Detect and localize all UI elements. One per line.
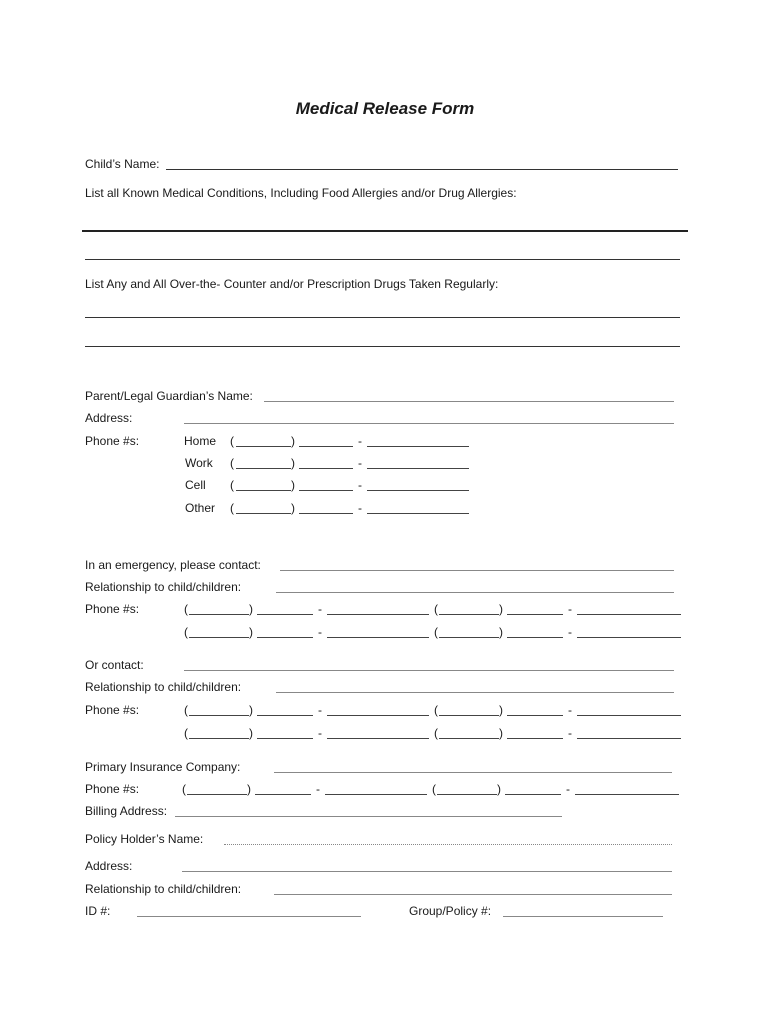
group-policy-label: Group/Policy #:	[409, 904, 492, 918]
area-code-field[interactable]	[189, 738, 249, 739]
prefix-field[interactable]	[257, 715, 313, 716]
child-name-label: Child’s Name:	[85, 157, 160, 171]
prefix-field[interactable]	[507, 715, 563, 716]
close-paren: )	[247, 782, 251, 796]
area-code-field[interactable]	[236, 490, 291, 491]
dash: -	[318, 726, 322, 740]
close-paren: )	[499, 602, 503, 616]
area-code-field[interactable]	[236, 513, 291, 514]
drugs-label: List Any and All Over-the- Counter and/or Prescription Drugs Taken Regularly:	[85, 277, 499, 291]
prefix-field[interactable]	[257, 614, 313, 615]
prefix-field[interactable]	[299, 490, 353, 491]
insurance-company-label: Primary Insurance Company:	[85, 760, 241, 774]
alternate-relationship-field[interactable]	[276, 692, 674, 693]
dash: -	[358, 478, 362, 492]
close-paren: )	[499, 703, 503, 717]
line-number-field[interactable]	[577, 738, 681, 739]
area-code-field[interactable]	[439, 715, 499, 716]
line-number-field[interactable]	[577, 715, 681, 716]
close-paren: )	[499, 726, 503, 740]
area-code-field[interactable]	[439, 637, 499, 638]
open-paren: (	[230, 434, 234, 448]
medical-conditions-line-2[interactable]	[85, 259, 680, 260]
area-code-field[interactable]	[189, 715, 249, 716]
insurance-relationship-label: Relationship to child/children:	[85, 882, 242, 896]
area-code-field[interactable]	[437, 794, 497, 795]
area-code-field[interactable]	[236, 446, 291, 447]
area-code-field[interactable]	[439, 614, 499, 615]
dash: -	[318, 703, 322, 717]
emergency-relationship-field[interactable]	[276, 592, 674, 593]
prefix-field[interactable]	[299, 446, 353, 447]
open-paren: (	[184, 703, 188, 717]
alternate-relationship-label: Relationship to child/children:	[85, 680, 242, 694]
close-paren: )	[249, 703, 253, 717]
emergency-relationship-label: Relationship to child/children:	[85, 580, 242, 594]
line-number-field[interactable]	[327, 738, 429, 739]
close-paren: )	[497, 782, 501, 796]
insurance-phone-label: Phone #s:	[85, 782, 140, 796]
prefix-field[interactable]	[507, 738, 563, 739]
form-title: Medical Release Form	[295, 99, 475, 118]
billing-address-field[interactable]	[175, 816, 562, 817]
billing-address-label: Billing Address:	[85, 804, 168, 818]
child-name-field[interactable]	[166, 169, 678, 170]
guardian-name-label: Parent/Legal Guardian’s Name:	[85, 389, 253, 403]
dash: -	[316, 782, 320, 796]
open-paren: (	[230, 478, 234, 492]
line-number-field[interactable]	[367, 490, 469, 491]
insurance-address-field[interactable]	[182, 871, 672, 872]
dash: -	[568, 726, 572, 740]
line-number-field[interactable]	[327, 637, 429, 638]
dash: -	[318, 625, 322, 639]
line-number-field[interactable]	[577, 637, 681, 638]
open-paren: (	[432, 782, 436, 796]
alternate-contact-field[interactable]	[184, 670, 674, 671]
prefix-field[interactable]	[257, 637, 313, 638]
drugs-line-1[interactable]	[85, 317, 680, 318]
prefix-field[interactable]	[299, 513, 353, 514]
open-paren: (	[434, 625, 438, 639]
emergency-phone-label: Phone #s:	[85, 602, 140, 616]
alternate-contact-label: Or contact:	[85, 658, 144, 672]
area-code-field[interactable]	[236, 468, 291, 469]
phone-type-cell: Cell	[185, 478, 206, 492]
guardian-address-label: Address:	[85, 411, 133, 425]
phone-type-other: Other	[185, 501, 216, 515]
open-paren: (	[184, 625, 188, 639]
close-paren: )	[291, 501, 295, 515]
phone-type-work: Work	[185, 456, 213, 470]
close-paren: )	[249, 726, 253, 740]
dash: -	[568, 703, 572, 717]
group-policy-field[interactable]	[503, 916, 663, 917]
dash: -	[566, 782, 570, 796]
open-paren: (	[184, 726, 188, 740]
medical-conditions-label: List all Known Medical Conditions, Including Food Allergies and/or Drug Allergies:	[85, 186, 517, 200]
prefix-field[interactable]	[507, 637, 563, 638]
close-paren: )	[291, 478, 295, 492]
line-number-field[interactable]	[577, 614, 681, 615]
prefix-field[interactable]	[505, 794, 561, 795]
drugs-line-2[interactable]	[85, 346, 680, 347]
line-number-field[interactable]	[327, 715, 429, 716]
prefix-field[interactable]	[507, 614, 563, 615]
emergency-contact-label: In an emergency, please contact:	[85, 558, 261, 572]
policy-holder-label: Policy Holder’s Name:	[85, 832, 204, 846]
open-paren: (	[434, 726, 438, 740]
dash: -	[358, 434, 362, 448]
close-paren: )	[249, 625, 253, 639]
open-paren: (	[230, 501, 234, 515]
emergency-contact-field[interactable]	[280, 570, 674, 571]
area-code-field[interactable]	[187, 794, 247, 795]
line-number-field[interactable]	[367, 468, 469, 469]
dash: -	[358, 456, 362, 470]
open-paren: (	[182, 782, 186, 796]
dash: -	[568, 625, 572, 639]
dash: -	[318, 602, 322, 616]
line-number-field[interactable]	[367, 446, 469, 447]
open-paren: (	[434, 703, 438, 717]
dash: -	[358, 501, 362, 515]
prefix-field[interactable]	[299, 468, 353, 469]
guardian-address-field[interactable]	[184, 423, 674, 424]
guardian-phone-label: Phone #s:	[85, 434, 140, 448]
line-number-field[interactable]	[325, 794, 427, 795]
line-number-field[interactable]	[575, 794, 679, 795]
insurance-address-label: Address:	[85, 859, 133, 873]
open-paren: (	[230, 456, 234, 470]
line-number-field[interactable]	[327, 614, 429, 615]
close-paren: )	[291, 456, 295, 470]
policy-holder-field[interactable]	[224, 844, 672, 845]
close-paren: )	[249, 602, 253, 616]
phone-type-home: Home	[184, 434, 217, 448]
open-paren: (	[184, 602, 188, 616]
alternate-phone-label: Phone #s:	[85, 703, 140, 717]
area-code-field[interactable]	[189, 614, 249, 615]
open-paren: (	[434, 602, 438, 616]
guardian-name-field[interactable]	[264, 401, 674, 402]
area-code-field[interactable]	[439, 738, 499, 739]
insurance-company-field[interactable]	[274, 772, 672, 773]
id-label: ID #:	[85, 904, 111, 918]
line-number-field[interactable]	[367, 513, 469, 514]
dash: -	[568, 602, 572, 616]
prefix-field[interactable]	[255, 794, 311, 795]
close-paren: )	[499, 625, 503, 639]
medical-conditions-line-1[interactable]	[82, 230, 688, 232]
insurance-relationship-field[interactable]	[274, 894, 672, 895]
close-paren: )	[291, 434, 295, 448]
area-code-field[interactable]	[189, 637, 249, 638]
id-field[interactable]	[137, 916, 361, 917]
prefix-field[interactable]	[257, 738, 313, 739]
